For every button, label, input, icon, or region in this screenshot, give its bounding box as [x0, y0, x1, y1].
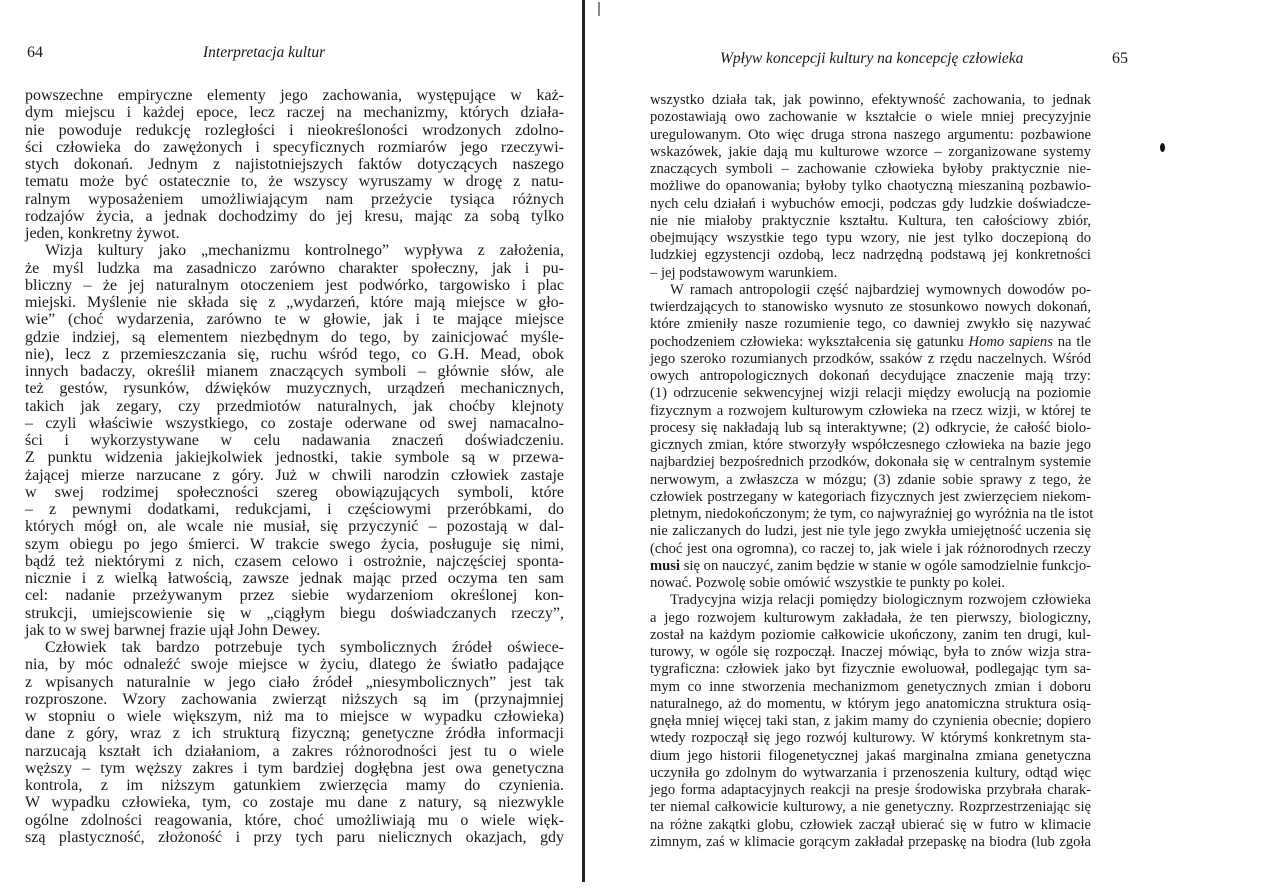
text-line: zimnym, zaś w klimacie gorącym zakładał przepaskę na biodra (lub zgoła — [650, 833, 1091, 850]
text-line: których mógł on, ale wcale nie musiał, się przyczynić – pozostają w dal- — [25, 518, 564, 536]
text-line: że myśl ludzka ma zasadniczo zarówno charakter społeczny, jak i pu- — [25, 259, 564, 277]
text-line: w stopniu o wiele większym, niż ma to miejsce w wypadku człowieka) — [25, 708, 564, 725]
text-line: nie zaliczanych do ludzi, jest nie tyle jego zwykła umiejętność uczenia się — [650, 523, 1091, 540]
text-line: wszystko działa tak, jak powinno, efektywność zachowania, to jednak — [650, 92, 1091, 108]
text-line: takich jak zegary, czy przedmiotów naturalnych, jak choćby klejnoty — [25, 397, 564, 415]
text-line: owych antropologicznych dokonań decydujące znaczenie mają trzy: — [650, 368, 1091, 384]
text-line: stych dokonań. Jednym z najistotniejszych faktów dotyczących naszego — [25, 156, 564, 173]
paragraph — [25, 87, 564, 242]
text-line: ści i wykorzystywane w celu nadawania znaczeń doświadczeniu. — [25, 432, 564, 449]
text-line: uczyniła go zdolnym do wytwarzania i przenoszenia kultury, odtąd więc — [650, 764, 1091, 781]
text-line: szą plastyczność, złożoność i przy tych paru nielicznych okazjach, gdy — [25, 828, 564, 846]
text-line: twierdzających to stanowisko wysnuto ze stosunkowo nowych dokonań, — [650, 299, 1091, 315]
text-line: nie), lecz z przemieszczania się, ruchu wśród tego, co G.H. Mead, obok — [25, 345, 564, 363]
text-line: nie powoduje redukcję rozległości i nieokreśloności wrodzonych zdolno- — [25, 121, 564, 139]
left-page-number: 64 — [27, 44, 43, 61]
text-line: miejski. Myślenie nie składa się z „wydarzeń, które mają miejsce w gło- — [25, 294, 564, 311]
text-line: pozostawiają owo zachowanie w kształcie o wiele mniej precyzyjnie — [650, 109, 1091, 126]
text-line: bliczny – że jej naturalnym otoczeniem jest podwórko, targowisko i plac — [25, 276, 564, 294]
text-line: Z punktu widzenia jakiejkolwiek jednostki, takie symbole są w przewa- — [25, 449, 564, 467]
text-line: ludzkiej egzystencji ozdobą, lecz nadrzędną podstawą jej konkretności — [650, 247, 1091, 264]
text-line: Człowiek tak bardzo potrzebuje tych symbolicznych źródeł oświece- — [45, 639, 564, 656]
text-line: turowy, w ogóle się rozpoczął. Inaczej mówiąc, była to znów wizja stra- — [650, 644, 1091, 660]
text-line: rodzajów życia, a jednak dochodzimy do jej kresu, mając za sobą tylko — [25, 207, 564, 225]
text-line: – z pewnymi dodatkami, redukcjami, i częściowymi przeróbkami, do — [25, 501, 564, 518]
text-line: jego forma adaptacyjnych reakcji na presje środowiska przybrała charak- — [650, 782, 1091, 798]
text-line: na różne zakątki globu, człowiek zaczął ubierać się w futro w klimacie — [650, 816, 1091, 833]
text-line: też gestów, rysunków, dźwięków muzycznych, urządzeń mechanicznych, — [25, 380, 564, 398]
text-line: nia, by móc odnaleźć swoje miejsce w życiu, dlatego że światło padające — [25, 656, 564, 674]
text-line: kontrola, z im niższym gatunkiem zwierzęcia mamy do czynienia. — [25, 777, 564, 794]
text-line: gdzie indziej, są elementem niezbędnym do tego, by zainicjować myśle- — [25, 328, 564, 346]
text-line: – czyli właściwie wszystkiego, co zostaje oderwane od swej namacalno- — [25, 414, 564, 432]
text-line: pletnym, niedokończonym; że tym, co najwyraźniej go wyróżnia na tle istot — [650, 506, 1094, 522]
text-line: węższy – tym węższy zakres i tym bardziej dogłębna jest owa genetyczna — [25, 759, 564, 777]
text-line: szym obiegu po jego śmierci. W trakcie swego życia, posługuje się nimi, — [25, 535, 564, 553]
text-line: bądź też niektórymi z nich, czasem celowo i ostrożnie, najczęściej sponta- — [25, 552, 564, 570]
text-span: się on nauczyć, zanim będzie w stanie w ogóle samodzielnie funkcjo- — [680, 557, 1091, 574]
text-line: (choć jest ona ogromna), co raczej to, jak wiele i jak różnorodnych rzeczy — [650, 540, 1091, 557]
text-line: nicznie i z wielką łatwością, zawsze jednak mając przed oczyma ten sam — [25, 570, 564, 587]
text-line: nie nie miałoby praktycznie kształtu. Kultura, ten całościowy zbiór, — [650, 212, 1091, 229]
text-line: nerwowym, a zwłaszcza w mózgu; (3) zdanie sobie sprawy z tego, że — [650, 471, 1091, 488]
text-line: powszechne empiryczne elementy jego zachowania, występujące w każ- — [25, 87, 564, 104]
left-running-head: Interpretacja kultur — [203, 44, 326, 61]
paragraph — [25, 639, 564, 846]
text-line: najbardziej bezpośrednich przodków, dokonała się w centralnym systemie — [650, 454, 1091, 471]
text-line: – jej podstawowym warunkiem. — [650, 264, 838, 281]
text-line: jego szeroko rozumianych przodków, ssaków z rzędu naczelnych. Wśród — [650, 350, 1091, 367]
text-line: narzucają kształt ich działaniom, a zakres różnorodności jest tu o wiele — [25, 742, 564, 760]
text-line: W ramach antropologii część najbardziej wymownych dowodów po- — [670, 281, 1091, 298]
text-line: znaczących symboli – zachowanie człowieka byłoby praktycznie nie- — [650, 161, 1091, 177]
margin-mark — [1160, 143, 1165, 152]
text-line: mym co inne stworzenia mechanizmom genetycznych zmian i doboru — [650, 678, 1091, 695]
text-line: rozproszone. Wzory zachowania zwierząt niższych są im (przynajmniej — [25, 690, 564, 708]
text-line: wtedy rozpoczął się jego rozwój kulturowy. W którymś konkretnym sta- — [650, 730, 1091, 747]
text-line: dym miejscu i każdej epoce, lecz raczej na mechanizmy, których działa- — [25, 104, 564, 122]
text-line: Wizja kultury jako „mechanizmu kontrolnego” wypływa z założenia, — [45, 242, 564, 260]
italic-text: Homo sapiens — [968, 333, 1053, 350]
text-line: z wpisanych naturalnie w jego ciało źródeł „niesymbolicznych” jest tak — [25, 673, 564, 691]
text-line: innych badaczy, określił mianem znaczących symboli – głównie słów, ale — [25, 363, 564, 380]
text-line — [650, 334, 1091, 351]
paragraph — [25, 242, 564, 639]
text-line: naturalnego, aż do momentu, w którym jego anatomiczna struktura osią- — [650, 695, 1091, 712]
text-line: ści człowieka do zawężonych i specyficznych rozmiarów jego rzeczywi- — [25, 138, 564, 156]
text-line: nować. Pozwolę sobie omówić wszystkie te punkty po kolei. — [650, 575, 1006, 591]
text-line: wskazówek, jakie dają mu kulturowe wzorce – zorganizowane systemy — [650, 143, 1091, 160]
text-line: wie” (choć wydarzenia, zarówno te w głowie, jak i te mające miejsce — [25, 311, 564, 329]
text-line: jak to w swej barwnej frazie ujął John Dewey. — [25, 621, 321, 639]
book-gutter — [582, 0, 585, 882]
text-line: cel: nadanie przeżywanym przez siebie wydarzeniom określonej kon- — [25, 587, 564, 605]
text-line: obejmujący wszystkie tego typu wzory, nie jest tylko doczepioną do — [650, 230, 1091, 246]
text-line: tygraficzna: człowiek jako byt fizycznie ewoluował, podlegając tym sa- — [650, 661, 1091, 678]
text-line: które zmieniły nasze rozumienie tego, co dawniej zwykło się nazywać — [650, 316, 1091, 333]
text-line: w swej rodzimej społeczności szereg obowiązujących symboli, które — [25, 483, 564, 501]
text-line: Tradycyjna wizja relacji pomiędzy biologicznym rozwojem człowieka — [670, 592, 1091, 609]
text-line: (1) odrzucenie sekwencyjnej wizji relacji między ewolucją na poziomie — [650, 385, 1091, 402]
text-line: możliwe do opanowania; byłoby tylko chaotyczną mieszaniną pozbawio- — [650, 178, 1091, 195]
text-line: procesy się nakładają lub są interaktywne; (2) odkrycie, że całość biolo- — [650, 419, 1091, 436]
right-page-number: 65 — [1112, 50, 1128, 67]
text-line: dane z góry, wraz z ich strukturą fizyczną; genetyczne źródła informacji — [25, 725, 564, 743]
left-page-text — [25, 87, 564, 846]
text-line: uregulowanym. Oto więc druga strona naszego argumentu: pozbawione — [650, 126, 1091, 143]
text-line: żającej mierze narzucane z góry. Już w chwili narodzin człowiek zastaje — [25, 466, 564, 484]
bold-text: musi — [650, 557, 681, 574]
text-line: dium jego historii filogenetycznej jakaś marginalna zmiana genetyczna — [650, 747, 1091, 764]
text-span: pochodzeniem człowieka: wykształcenia się gatunku — [650, 333, 969, 350]
text-line: ter niemal całkowicie kulturowy, a nie genetyczny. Rozprzestrzeniając się — [650, 799, 1091, 816]
paragraph — [650, 281, 1094, 593]
right-page-text — [650, 92, 1094, 851]
text-line: fizycznym a rozwojem kulturowym człowieka na rzecz wizji, w której te — [650, 402, 1091, 419]
text-line: ralnym wyposażeniem umożliwiającym nam przeżycie tysiąca różnych — [25, 190, 564, 208]
text-line — [650, 558, 1091, 575]
text-line: a jego rozwojem kulturowym zakładała, że ten pierwszy, biologiczny, — [650, 609, 1091, 626]
text-line: W wypadku człowieka, tym, co zostaje mu dane z natury, są niezwykle — [25, 794, 564, 812]
right-running-head: Wpływ koncepcji kultury na koncepcję człowieka — [720, 50, 1024, 67]
text-line: człowiek postrzegany w kategoriach fizycznych jest zwierzęciem niekom- — [650, 488, 1091, 505]
text-line: tematu może być ostatecznie to, że wszyscy wyruszamy w drogę z natu- — [25, 173, 564, 191]
scan-mark — [598, 2, 600, 16]
text-line: gicznych zmian, które stworzyły współczesnego człowieka na bazie jego — [650, 437, 1091, 453]
text-line: został na każdym poziomie całkowicie ukończony, zanim ten drugi, kul- — [650, 626, 1091, 643]
text-span: na tle — [1052, 333, 1091, 350]
text-line: strukcji, umiejscowienie się w „ciągłym biegu doświadczanych rzeczy”, — [25, 604, 564, 622]
paragraph — [650, 592, 1091, 851]
text-line: gnęła mniej więcej taki stan, z jakim mamy do czynienia obecnie; dopiero — [650, 713, 1091, 729]
text-line: ogólne zdolności reagowania, które, choć umożliwiają mu o wiele więk- — [25, 811, 564, 829]
text-line: jeden, konkretny żywot. — [25, 225, 180, 242]
text-line: nych celu działań i wybuchów emocji, podczas gdy ludzkie doświadcze- — [650, 195, 1091, 212]
paragraph — [650, 92, 1091, 282]
